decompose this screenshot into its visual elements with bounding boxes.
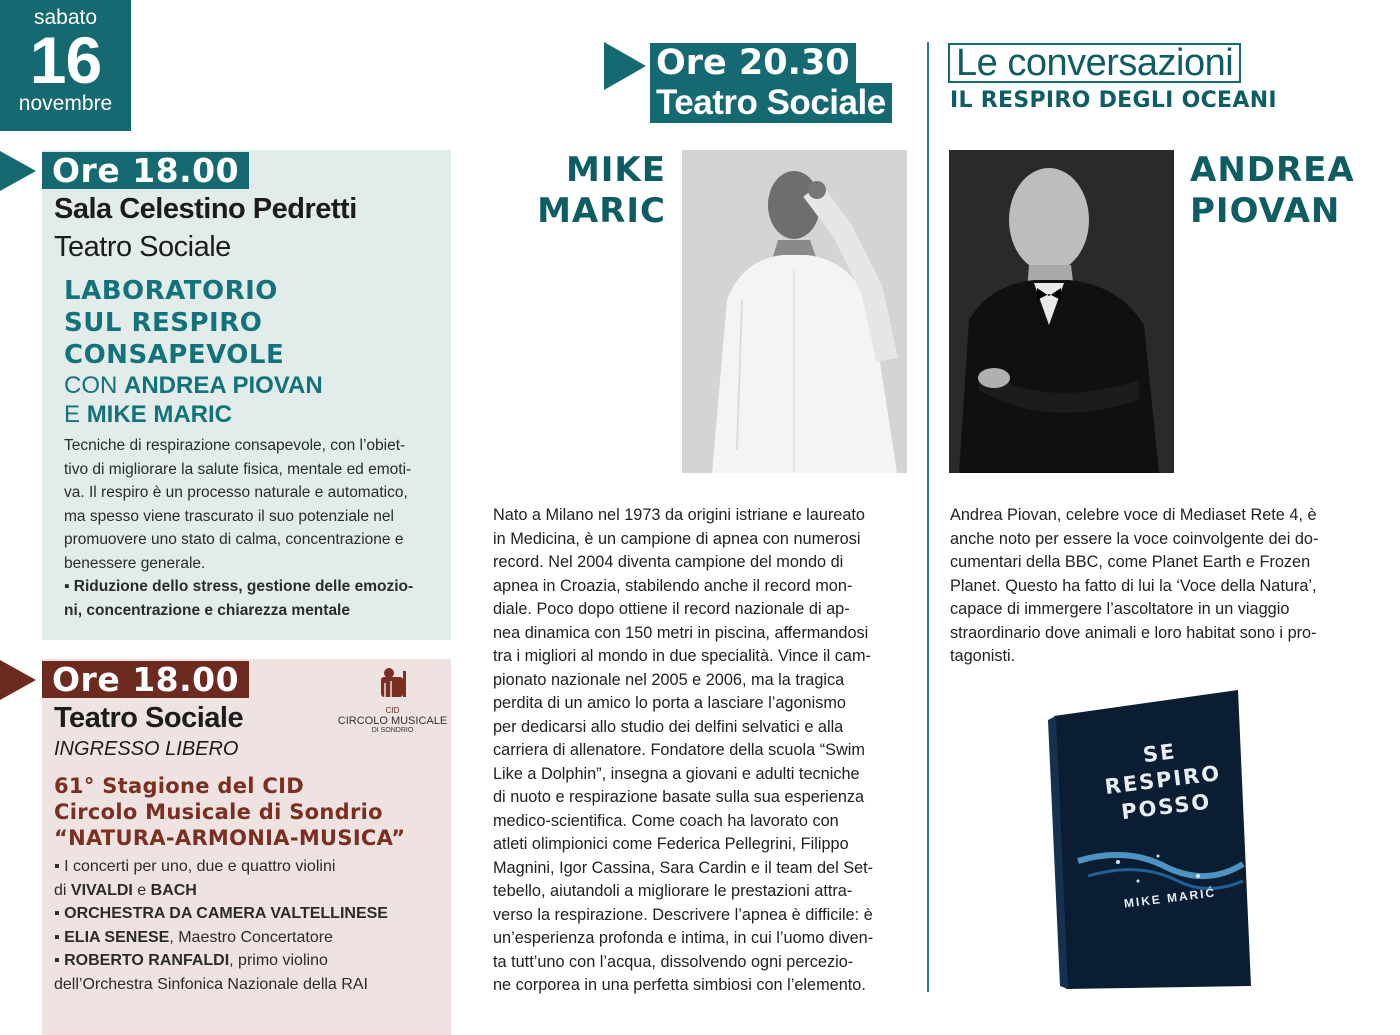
speaker1-photo-image [682, 150, 907, 473]
event1-with-mid: E [64, 401, 87, 428]
event2-program [54, 855, 388, 996]
program-item: ▪ I concerti per uno, due e quattro violini [54, 858, 336, 875]
cid-logo [335, 665, 450, 735]
event2-venue: Teatro Sociale [54, 702, 244, 734]
description-line: va. Il respiro è un processo naturale e automatico, [64, 484, 408, 501]
bio-line: ta tutt’uno con l’acqua, dissolvendo ogni percezio- [493, 952, 854, 971]
event2-title [54, 773, 405, 851]
event1-with-line1 [64, 371, 323, 400]
bio-line: apnea in Croazia, stabilendo anche il record mon- [493, 576, 853, 595]
bio-line: nea dinamica con 150 metri in piscina, affermandosi [493, 623, 869, 642]
speaker2-name-line2: PIOVAN [1190, 191, 1341, 231]
cid-logo-line2: CIRCOLO MUSICALE [337, 715, 448, 727]
arrow-marker-evening [604, 42, 646, 90]
event2-title-line: “NATURA-ARMONIA-MUSICA” [54, 826, 406, 850]
event1-with-name2: MIKE MARIC [86, 401, 233, 428]
bio-line: cumentari della BBC, come Planet Earth e Frozen [950, 553, 1311, 571]
event1-description [64, 434, 430, 622]
event2-time: Ore 18.00 [42, 661, 249, 698]
bio-line: Nato a Milano nel 1973 da origini istriane e laureato [493, 506, 865, 524]
speaker2-photo [949, 150, 1174, 473]
event1-title-line: CONSAPEVOLE [64, 340, 285, 370]
evening-header [650, 43, 892, 123]
event1-time: Ore 18.00 [42, 152, 249, 189]
series-title: Le conversazioni [948, 43, 1241, 83]
book-title-line: POSSO [1119, 789, 1213, 825]
date-day: 16 [29, 23, 102, 97]
event1-with-prefix: CON [64, 372, 124, 399]
event1-bullet-line: ni, concentrazione e chiarezza mentale [64, 601, 350, 619]
bio-line: per dedicarsi allo studio dei delfini selvatici e alla [493, 717, 844, 736]
bio-line: pionato nazionale nel 2005 e 2006, ma la tragica [493, 670, 845, 689]
evening-venue: Teatro Sociale [650, 83, 892, 123]
book-cover [1048, 686, 1253, 991]
program-item: ▪ ROBERTO RANFALDI, primo violino [54, 952, 328, 969]
bio-line: tra i migliori al mondo in due specialità. Vince il cam- [493, 647, 871, 665]
program-item: dell’Orchestra Sinfonica Nazionale della RAI [54, 975, 368, 993]
bio-line: in Medicina, è un campione di apnea con numerosi [493, 529, 861, 548]
arrow-marker-event1 [0, 151, 36, 191]
bio-line: perdita di un amico lo porta a lasciare l’agonismo [493, 694, 846, 712]
speaker2-name-line1: ANDREA [1190, 150, 1355, 190]
arrow-marker-event2 [0, 660, 36, 700]
event1-venue-line1: Sala Celestino Pedretti [54, 193, 357, 225]
column-divider [927, 42, 929, 992]
bio-line: straordinario dove animali e loro habitat sono i pro- [950, 623, 1317, 642]
event2-entry: INGRESSO LIBERO [54, 738, 239, 760]
speaker1-name-line1: MIKE [565, 150, 666, 190]
bio-line: capace di immergere l’ascoltatore in un viaggio [950, 600, 1290, 618]
bio-line: Andrea Piovan, celebre voce di Mediaset Rete 4, è [950, 506, 1317, 524]
bio-line: tebello, aiutandoli a migliorare le prestazioni attra- [493, 882, 853, 900]
bio-line: atleti olimpionici come Federica Pellegrini, Filippo [493, 835, 849, 853]
date-weekday: sabato [33, 6, 98, 29]
evening-time: Ore 20.30 [650, 43, 856, 83]
description-line: ma spesso viene trascurato il suo potenziale nel [64, 507, 394, 525]
series-subtitle: IL RESPIRO DEGLI OCEANI [950, 88, 1277, 113]
bio-line: verso la respirazione. Descrivere l’apnea è difficile: è [493, 905, 873, 924]
description-line: benessere generale. [64, 554, 206, 572]
bio-line: di nuoto e respirazione basate sulla sua esperienza [493, 788, 865, 806]
description-line: promuovere uno stato di calma, concentrazione e [64, 531, 404, 548]
book-author: MIKE MARIĆ [1123, 885, 1217, 911]
date-badge [0, 0, 131, 131]
event1-panel [42, 150, 451, 640]
cid-logo-icon [375, 665, 411, 701]
speaker1-name-line2: MARIC [537, 191, 666, 231]
event2-panel [42, 659, 451, 1035]
program-item: ▪ ORCHESTRA DA CAMERA VALTELLINESE [54, 905, 388, 922]
event1-with-name1: ANDREA PIOVAN [124, 372, 323, 399]
bio-line: carriera di allenatore. Fondatore della scuola “Swim [493, 741, 865, 759]
event1-venue-line2: Teatro Sociale [54, 231, 231, 263]
bio-line: tagonisti. [950, 647, 1016, 665]
book-title-line: RESPIRO [1103, 760, 1223, 800]
event1-title [64, 275, 284, 371]
cid-logo-line3: DI SONDRIO [371, 727, 414, 734]
event2-title-line: Circolo Musicale di Sondrio [54, 800, 383, 824]
bio-line: Magnini, Igor Cassina, Sara Cardin e il team del Set- [493, 858, 874, 877]
book-title [1094, 732, 1233, 828]
event1-title-line: SUL RESPIRO [64, 308, 263, 338]
description-line: Tecniche di respirazione consapevole, con l’obiet- [64, 437, 406, 454]
bio-line: Planet. Questo ha fatto di lui la ‘Voce della Natura’, [950, 576, 1317, 595]
date-month: novembre [18, 92, 113, 115]
speaker2-photo-image [949, 150, 1174, 473]
book-title-line: SE [1141, 739, 1178, 768]
speaker1-photo [682, 150, 907, 473]
event1-title-line: LABORATORIO [64, 276, 278, 306]
bio-line: medico-scientifica. Come coach ha lavorato con [493, 811, 839, 830]
speaker1-bio [493, 504, 907, 998]
program-item: ▪ ELIA SENESE, Maestro Concertatore [54, 928, 333, 946]
cid-logo-line1: CID [385, 706, 400, 715]
description-line: tivo di migliorare la salute fisica, mentale ed emoti- [64, 460, 412, 478]
bio-line: Like a Dolphin”, insegna a giovani e adulti tecniche [493, 764, 860, 783]
event1-bullet-line: ▪ Riduzione dello stress, gestione delle emozio- [64, 578, 414, 595]
bio-line: record. Nel 2004 diventa campione del mondo di [493, 553, 844, 571]
bio-line: ne corporea in una perfetta simbiosi con l’elemento. [493, 976, 866, 994]
bio-line: anche noto per essere la voce coinvolgente dei do- [950, 529, 1319, 548]
event1-with-line2 [64, 400, 232, 429]
bio-line: un’esperienza profonda e intima, in cui l’uomo diven- [493, 929, 874, 947]
speaker2-bio [950, 504, 1358, 669]
speaker2-name [1190, 150, 1355, 232]
program-item: di VIVALDI e BACH [54, 881, 197, 899]
event2-title-line: 61° Stagione del CID [54, 774, 304, 798]
speaker1-name [500, 150, 666, 232]
bio-line: diale. Poco dopo ottiene il record nazionale di ap- [493, 600, 850, 618]
